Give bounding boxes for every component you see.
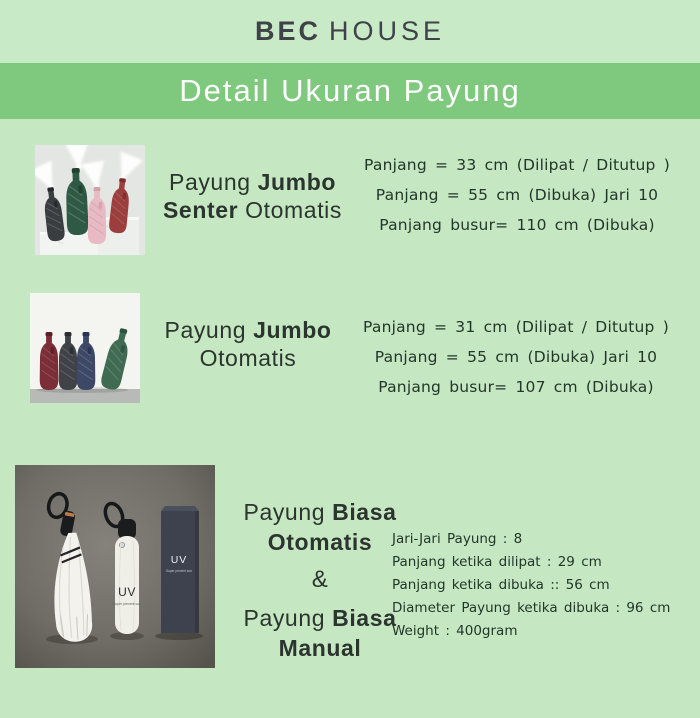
- photo-folded-umbrellas: [30, 293, 140, 403]
- product-specs-biasa: [392, 528, 694, 643]
- title-regular: Payung: [164, 317, 247, 343]
- title-line: [150, 196, 355, 224]
- spec-line: Jari-Jari Payung : 8: [392, 531, 523, 547]
- spec-line: Panjang busur= 110 cm (Dibuka): [379, 216, 655, 234]
- product-photo-jumbo: [30, 293, 140, 403]
- spec-line: Panjang = 31 cm (Dilipat / Ditutup ): [363, 318, 669, 336]
- product-specs-jumbo: [336, 312, 696, 402]
- uv-sublabel: Super prevent sun: [113, 602, 141, 606]
- title-bold: Biasa: [332, 499, 397, 525]
- photo-uv-umbrella-set: [15, 465, 215, 668]
- product-title-jumbo: [148, 316, 348, 372]
- spec-line: Panjang ketika dilipat : 29 cm: [392, 554, 602, 570]
- spec-line: Panjang = 55 cm (Dibuka) Jari 10: [374, 348, 658, 366]
- product-specs-jumbo-senter: [338, 150, 696, 240]
- uv-umbrella-box: [161, 506, 199, 633]
- uv-box-sublabel: Super prevent sun: [165, 569, 193, 573]
- title-bold: Jumbo: [253, 317, 332, 343]
- brand-name-regular: HOUSE: [328, 16, 446, 46]
- header: [0, 0, 700, 63]
- uv-box-label: UV: [170, 554, 188, 566]
- title-bold: Otomatis: [267, 529, 373, 555]
- product-title-biasa: [220, 497, 420, 663]
- title-line: [150, 168, 355, 196]
- title-bold: Manual: [278, 635, 362, 661]
- title-line: [220, 633, 420, 663]
- product-title-jumbo-senter: [150, 168, 355, 224]
- spec-line: Panjang = 55 cm (Dibuka) Jari 10: [375, 186, 659, 204]
- ampersand: &: [311, 566, 329, 593]
- title-regular: Payung: [243, 605, 326, 631]
- spec-line: Panjang busur= 107 cm (Dibuka): [378, 378, 654, 396]
- title-regular: Otomatis: [199, 345, 297, 371]
- title-bold: Jumbo: [257, 169, 336, 195]
- title-regular: Payung: [243, 499, 326, 525]
- title-bold: Biasa: [332, 605, 397, 631]
- title-line: [220, 603, 420, 633]
- photo-flashlight-umbrellas: [35, 145, 145, 255]
- brand-logo: [255, 16, 445, 47]
- title-bold: Senter: [162, 197, 239, 223]
- title-regular: Payung: [169, 169, 251, 195]
- banner: [0, 63, 700, 119]
- spec-line: Panjang ketika dibuka :: 56 cm: [392, 577, 610, 593]
- title-line: [148, 316, 348, 344]
- title-line: [220, 497, 420, 527]
- product-photo-jumbo-senter: [35, 145, 145, 255]
- spec-line: Diameter Payung ketika dibuka : 96 cm: [392, 600, 671, 616]
- title-line: [148, 344, 348, 372]
- spec-line: Weight : 400gram: [392, 623, 518, 639]
- page-title: Detail Ukuran Payung: [179, 73, 521, 108]
- title-regular: Otomatis: [245, 197, 342, 223]
- brand-name-bold: BEC: [254, 16, 321, 46]
- product-photo-biasa: [15, 465, 215, 668]
- spec-line: Panjang = 33 cm (Dilipat / Ditutup ): [364, 156, 670, 174]
- title-line: [220, 527, 420, 557]
- uv-label: UV: [118, 585, 136, 599]
